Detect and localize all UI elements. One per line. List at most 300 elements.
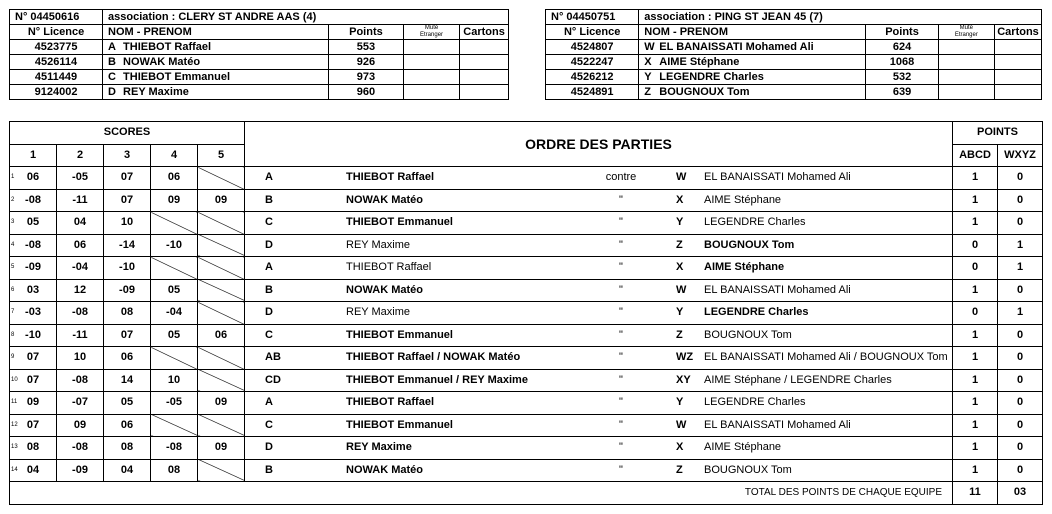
set-score: -04: [151, 302, 198, 325]
player-name: LEGENDRE Charles: [659, 70, 764, 83]
team-a-association: association : CLERY ST ANDRE AAS (4): [103, 10, 509, 25]
game-row: [10, 212, 1043, 235]
game-letter-a: A: [245, 167, 343, 190]
set-score: [10, 167, 57, 190]
set-score: [198, 212, 245, 235]
set-score: 04: [57, 212, 104, 235]
game-player-b: BOUGNOUX Tom: [700, 324, 953, 347]
set-value: 03: [26, 283, 40, 296]
game-player-b: AIME Stéphane / LEGENDRE Charles: [700, 369, 953, 392]
set-value: -08: [25, 193, 41, 206]
set-score: -05: [57, 167, 104, 190]
set-value: -03: [25, 306, 41, 319]
set-value: 07: [26, 373, 40, 386]
abcd-header: ABCD: [953, 144, 998, 167]
game-row: [10, 279, 1043, 302]
team-a-cartons-header: Cartons: [460, 25, 509, 40]
points-b: 0: [998, 392, 1043, 415]
game-row: [10, 324, 1043, 347]
player-row: [10, 70, 509, 85]
set-score: [10, 414, 57, 437]
game-row: [10, 302, 1043, 325]
game-player-a: REY Maxime: [342, 302, 576, 325]
set-value: 07: [26, 418, 40, 431]
player-points: 532: [866, 70, 938, 85]
game-player-a: REY Maxime: [342, 437, 576, 460]
game-row: [10, 414, 1043, 437]
player-licence: 4526212: [546, 70, 639, 85]
points-b: 0: [998, 369, 1043, 392]
set-value: 07: [26, 351, 40, 364]
team-a-table: [9, 9, 509, 100]
player-licence: 9124002: [10, 85, 103, 100]
points-b: 0: [998, 414, 1043, 437]
set-score: [10, 392, 57, 415]
set-score: [10, 347, 57, 370]
set-score: [198, 302, 245, 325]
set-score: 08: [104, 437, 151, 460]
game-player-b: LEGENDRE Charles: [700, 392, 953, 415]
game-number: 10: [11, 376, 18, 383]
game-letter-a: B: [245, 459, 343, 482]
game-letter-a: C: [245, 324, 343, 347]
game-vs: contre: [576, 167, 666, 190]
player-points: 973: [328, 70, 403, 85]
points-b: 0: [998, 279, 1043, 302]
game-letter-a: C: [245, 414, 343, 437]
player-letter: X: [644, 55, 652, 68]
game-row: [10, 234, 1043, 257]
game-letter-a: C: [245, 212, 343, 235]
player-row: [10, 85, 509, 100]
game-letter-b: Z: [666, 324, 700, 347]
game-number: 9: [11, 354, 15, 361]
set-value: -08: [25, 238, 41, 251]
game-row: [10, 369, 1043, 392]
points-b: 0: [998, 189, 1043, 212]
points-a: 1: [953, 279, 998, 302]
set-score: 12: [57, 279, 104, 302]
player-name-cell: [639, 70, 866, 85]
points-title: POINTS: [953, 122, 1043, 145]
player-points: 639: [866, 85, 938, 100]
player-row: [546, 70, 1042, 85]
set-value: 04: [26, 463, 40, 476]
game-letter-b: Y: [666, 392, 700, 415]
points-a: 0: [953, 234, 998, 257]
set-score: 06: [151, 167, 198, 190]
set-score: [10, 369, 57, 392]
player-mute: [403, 85, 459, 100]
player-letter: Y: [644, 70, 652, 83]
set-score: -09: [57, 459, 104, 482]
player-letter: D: [108, 85, 116, 98]
set-score: 07: [104, 324, 151, 347]
set-score: [10, 459, 57, 482]
set-score: -10: [151, 234, 198, 257]
team-b-name-header: NOM - PRENOM: [639, 25, 866, 40]
set-score: 06: [104, 347, 151, 370]
player-cartons: [460, 55, 509, 70]
player-mute: [938, 85, 994, 100]
game-player-b: AIME Stéphane: [700, 189, 953, 212]
set-score: -11: [57, 324, 104, 347]
player-name: REY Maxime: [123, 85, 189, 98]
set-score: [198, 347, 245, 370]
set-score: [10, 324, 57, 347]
team-b-cartons-header: Cartons: [995, 25, 1042, 40]
game-letter-b: W: [666, 414, 700, 437]
player-name: AIME Stéphane: [659, 55, 740, 68]
game-number: 11: [11, 399, 18, 406]
player-letter: B: [108, 55, 116, 68]
set-score: -05: [151, 392, 198, 415]
game-number: 2: [11, 196, 15, 203]
set-score: [198, 234, 245, 257]
game-vs: ": [576, 414, 666, 437]
set-score: [10, 302, 57, 325]
player-cartons: [995, 85, 1042, 100]
set-value: -10: [25, 328, 41, 341]
game-row: [10, 167, 1043, 190]
game-letter-a: AB: [245, 347, 343, 370]
set-score: -07: [57, 392, 104, 415]
team-a-number: N° 04450616: [10, 10, 103, 25]
game-player-b: EL BANAISSATI Mohamed Ali: [700, 414, 953, 437]
team-b-number: N° 04450751: [546, 10, 639, 25]
set-value: 08: [26, 441, 40, 454]
game-letter-b: Z: [666, 459, 700, 482]
player-mute: [403, 70, 459, 85]
set-score: 08: [104, 302, 151, 325]
player-name-cell: [103, 70, 329, 85]
player-cartons: [460, 85, 509, 100]
game-letter-a: A: [245, 392, 343, 415]
set-header: 5: [198, 144, 245, 167]
game-letter-b: Y: [666, 302, 700, 325]
player-cartons: [460, 40, 509, 55]
set-score: 06: [57, 234, 104, 257]
game-vs: ": [576, 212, 666, 235]
player-cartons: [995, 55, 1042, 70]
game-number: 14: [11, 466, 18, 473]
game-player-a: REY Maxime: [342, 234, 576, 257]
game-player-a: NOWAK Matéo: [342, 279, 576, 302]
game-player-a: THIEBOT Emmanuel: [342, 324, 576, 347]
game-player-a: THIEBOT Raffael: [342, 257, 576, 280]
game-number: 8: [11, 331, 15, 338]
game-player-a: THIEBOT Emmanuel: [342, 414, 576, 437]
game-letter-b: Y: [666, 212, 700, 235]
set-value: -09: [25, 261, 41, 274]
points-b: 1: [998, 257, 1043, 280]
game-vs: ": [576, 347, 666, 370]
set-score: [10, 257, 57, 280]
points-a: 1: [953, 189, 998, 212]
game-letter-b: XY: [666, 369, 700, 392]
player-licence: 4511449: [10, 70, 103, 85]
player-name: BOUGNOUX Tom: [659, 85, 750, 98]
points-a: 1: [953, 392, 998, 415]
set-score: 06: [104, 414, 151, 437]
set-score: -09: [104, 279, 151, 302]
set-score: 10: [151, 369, 198, 392]
set-score: -11: [57, 189, 104, 212]
set-header: 2: [57, 144, 104, 167]
game-vs: ": [576, 189, 666, 212]
game-vs: ": [576, 234, 666, 257]
player-points: 553: [328, 40, 403, 55]
total-label: TOTAL DES POINTS DE CHAQUE EQUIPE: [10, 482, 953, 505]
set-score: -08: [57, 437, 104, 460]
points-b: 0: [998, 459, 1043, 482]
points-a: 0: [953, 302, 998, 325]
player-points: 960: [328, 85, 403, 100]
points-a: 1: [953, 347, 998, 370]
set-score: 14: [104, 369, 151, 392]
set-score: -08: [151, 437, 198, 460]
player-letter: W: [644, 40, 655, 53]
set-score: -14: [104, 234, 151, 257]
game-player-b: EL BANAISSATI Mohamed Ali: [700, 167, 953, 190]
points-a: 1: [953, 459, 998, 482]
player-points: 926: [328, 55, 403, 70]
game-player-a: NOWAK Matéo: [342, 189, 576, 212]
player-letter: A: [108, 40, 116, 53]
game-player-b: LEGENDRE Charles: [700, 212, 953, 235]
game-number: 12: [11, 421, 18, 428]
points-b: 0: [998, 437, 1043, 460]
set-score: [151, 414, 198, 437]
set-value: 05: [26, 216, 40, 229]
game-vs: ": [576, 257, 666, 280]
player-mute: [938, 55, 994, 70]
set-score: -10: [104, 257, 151, 280]
team-a-mute-header: Muté Etranger: [403, 25, 459, 40]
team-b-points-header: Points: [866, 25, 938, 40]
player-letter: C: [108, 70, 116, 83]
set-score: 07: [104, 189, 151, 212]
player-row: [546, 40, 1042, 55]
game-player-b: EL BANAISSATI Mohamed Ali / BOUGNOUX Tom: [700, 347, 953, 370]
player-name: THIEBOT Emmanuel: [123, 70, 231, 83]
set-score: [10, 212, 57, 235]
game-letter-a: A: [245, 257, 343, 280]
team-a-points-header: Points: [328, 25, 403, 40]
game-player-a: THIEBOT Emmanuel / REY Maxime: [342, 369, 576, 392]
set-score: 08: [151, 459, 198, 482]
set-score: 06: [198, 324, 245, 347]
game-vs: ": [576, 369, 666, 392]
team-b-mute-header: Muté Etranger: [938, 25, 994, 40]
game-letter-b: W: [666, 167, 700, 190]
player-cartons: [995, 40, 1042, 55]
game-row: [10, 257, 1043, 280]
set-score: 05: [151, 279, 198, 302]
game-vs: ": [576, 392, 666, 415]
set-score: [151, 347, 198, 370]
game-letter-a: D: [245, 437, 343, 460]
set-score: [198, 279, 245, 302]
game-letter-b: X: [666, 257, 700, 280]
set-value: 06: [26, 171, 40, 184]
game-number: 6: [11, 286, 15, 293]
game-letter-a: CD: [245, 369, 343, 392]
game-vs: ": [576, 324, 666, 347]
set-score: [198, 369, 245, 392]
points-b: 0: [998, 212, 1043, 235]
game-number: 3: [11, 219, 15, 226]
total-a: 11: [953, 482, 998, 505]
set-score: [198, 257, 245, 280]
game-letter-b: Z: [666, 234, 700, 257]
game-number: 4: [11, 241, 15, 248]
set-score: 05: [104, 392, 151, 415]
game-row: [10, 437, 1043, 460]
game-player-a: THIEBOT Raffael / NOWAK Matéo: [342, 347, 576, 370]
player-row: [10, 55, 509, 70]
set-value: 09: [26, 396, 40, 409]
points-b: 0: [998, 167, 1043, 190]
set-score: [151, 257, 198, 280]
game-vs: ": [576, 437, 666, 460]
player-mute: [403, 55, 459, 70]
points-a: 1: [953, 414, 998, 437]
player-name-cell: [103, 55, 329, 70]
game-player-a: NOWAK Matéo: [342, 459, 576, 482]
game-row: [10, 189, 1043, 212]
game-letter-a: D: [245, 234, 343, 257]
player-letter: Z: [644, 85, 652, 98]
game-number: 13: [11, 444, 18, 451]
set-score: -08: [57, 369, 104, 392]
player-name-cell: [639, 40, 866, 55]
game-letter-a: B: [245, 279, 343, 302]
set-score: 10: [57, 347, 104, 370]
points-a: 1: [953, 437, 998, 460]
team-a-licence-header: N° Licence: [10, 25, 103, 40]
game-player-b: AIME Stéphane: [700, 257, 953, 280]
player-name-cell: [103, 40, 329, 55]
player-name-cell: [639, 85, 866, 100]
player-points: 1068: [866, 55, 938, 70]
points-b: 1: [998, 234, 1043, 257]
game-player-a: THIEBOT Raffael: [342, 392, 576, 415]
team-b-table: [545, 9, 1042, 100]
set-score: [10, 279, 57, 302]
player-licence: 4522247: [546, 55, 639, 70]
team-b-association: association : PING ST JEAN 45 (7): [639, 10, 1042, 25]
game-row: [10, 347, 1043, 370]
player-name-cell: [103, 85, 329, 100]
game-letter-b: WZ: [666, 347, 700, 370]
set-score: [198, 459, 245, 482]
wxyz-header: WXYZ: [998, 144, 1043, 167]
game-player-b: EL BANAISSATI Mohamed Ali: [700, 279, 953, 302]
game-row: [10, 459, 1043, 482]
game-number: 7: [11, 309, 15, 316]
game-number: 5: [11, 264, 15, 271]
game-player-a: THIEBOT Raffael: [342, 167, 576, 190]
player-licence: 4524891: [546, 85, 639, 100]
player-cartons: [460, 70, 509, 85]
game-row: [10, 392, 1043, 415]
set-score: -04: [57, 257, 104, 280]
game-letter-b: X: [666, 189, 700, 212]
set-header: 3: [104, 144, 151, 167]
game-vs: ": [576, 279, 666, 302]
player-mute: [938, 40, 994, 55]
game-number: 1: [11, 174, 15, 181]
points-a: 1: [953, 324, 998, 347]
player-licence: 4524807: [546, 40, 639, 55]
set-score: 09: [198, 392, 245, 415]
game-letter-a: D: [245, 302, 343, 325]
points-a: 1: [953, 212, 998, 235]
team-b-licence-header: N° Licence: [546, 25, 639, 40]
player-name: THIEBOT Raffael: [123, 40, 212, 53]
set-score: -08: [57, 302, 104, 325]
set-header: 4: [151, 144, 198, 167]
player-row: [10, 40, 509, 55]
total-b: 03: [998, 482, 1043, 505]
player-row: [546, 55, 1042, 70]
set-score: 05: [151, 324, 198, 347]
game-player-a: THIEBOT Emmanuel: [342, 212, 576, 235]
set-score: [10, 234, 57, 257]
order-title: ORDRE DES PARTIES: [245, 122, 953, 167]
points-b: 0: [998, 324, 1043, 347]
team-a-name-header: NOM - PRENOM: [103, 25, 329, 40]
game-player-b: AIME Stéphane: [700, 437, 953, 460]
set-score: 09: [198, 189, 245, 212]
set-score: 07: [104, 167, 151, 190]
game-vs: ": [576, 459, 666, 482]
set-score: 09: [151, 189, 198, 212]
set-score: 09: [198, 437, 245, 460]
set-score: [10, 437, 57, 460]
set-score: [198, 167, 245, 190]
player-points: 624: [866, 40, 938, 55]
set-score: [198, 414, 245, 437]
game-player-b: BOUGNOUX Tom: [700, 459, 953, 482]
match-sheet: [9, 121, 1043, 505]
player-name: EL BANAISSATI Mohamed Ali: [659, 40, 814, 53]
player-name: NOWAK Matéo: [123, 55, 201, 68]
points-b: 1: [998, 302, 1043, 325]
player-licence: 4523775: [10, 40, 103, 55]
game-letter-b: W: [666, 279, 700, 302]
points-a: 0: [953, 257, 998, 280]
player-cartons: [995, 70, 1042, 85]
set-score: [151, 212, 198, 235]
player-mute: [938, 70, 994, 85]
points-b: 0: [998, 347, 1043, 370]
game-letter-b: X: [666, 437, 700, 460]
scores-title: SCORES: [10, 122, 245, 145]
player-licence: 4526114: [10, 55, 103, 70]
set-score: 10: [104, 212, 151, 235]
game-player-b: LEGENDRE Charles: [700, 302, 953, 325]
player-name-cell: [639, 55, 866, 70]
player-row: [546, 85, 1042, 100]
player-mute: [403, 40, 459, 55]
set-score: [10, 189, 57, 212]
points-a: 1: [953, 369, 998, 392]
game-letter-a: B: [245, 189, 343, 212]
set-score: 04: [104, 459, 151, 482]
points-a: 1: [953, 167, 998, 190]
